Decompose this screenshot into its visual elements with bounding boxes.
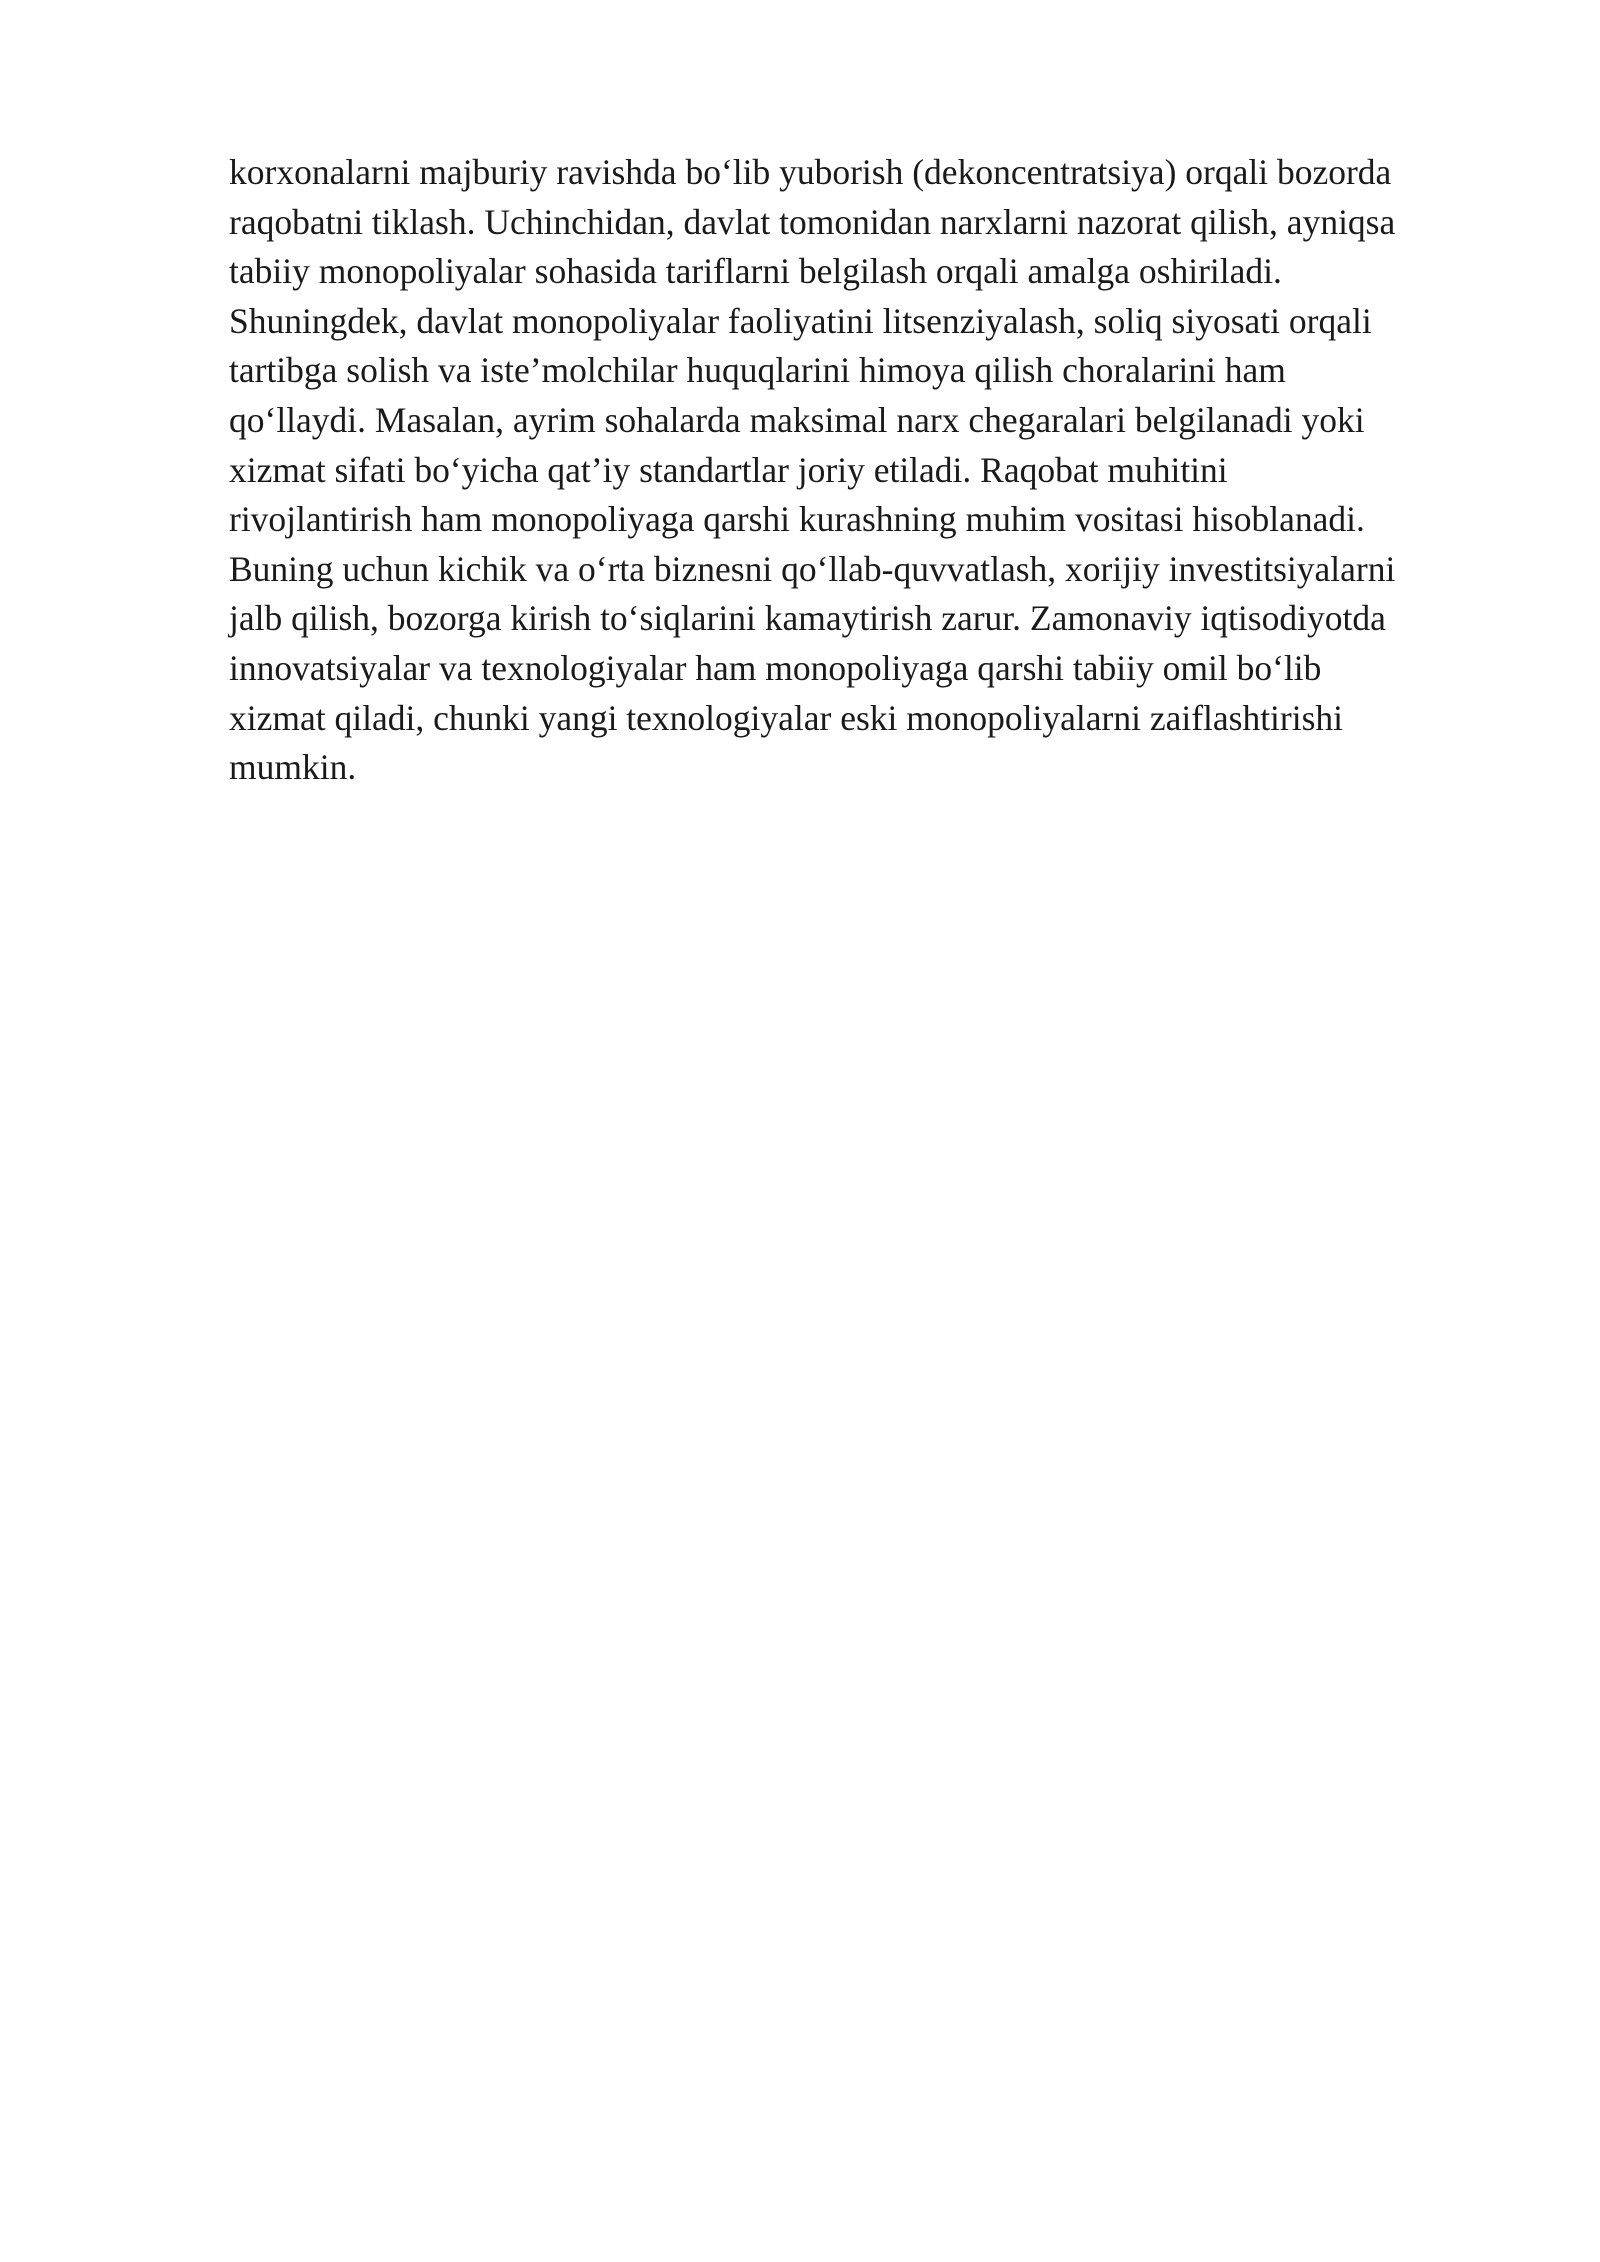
text-line: mumkin. xyxy=(229,747,357,788)
text-line: qo‘llaydi. Masalan, ayrim sohalarda maksimal narx chegaralari belgilanadi yoki xyxy=(229,399,1365,440)
text-line: xizmat qiladi, chunki yangi texnologiyalar eski monopoliyalarni zaiflashtirishi xyxy=(229,697,1344,738)
text-line: xizmat sifati bo‘yicha qat’iy standartlar joriy etiladi. Raqobat muhitini xyxy=(229,449,1228,490)
text-line: rivojlantirish ham monopoliyaga qarshi kurashning muhim vositasi hisoblanadi. xyxy=(229,499,1365,540)
text-line: Shuningdek, davlat monopoliyalar faoliyatini litsenziyalash, soliq siyosati orqali xyxy=(229,300,1372,341)
text-line: raqobatni tiklash. Uchinchidan, davlat tomonidan narxlarni nazorat qilish, ayniqsa xyxy=(229,201,1396,242)
text-line: Buning uchun kichik va o‘rta biznesni qo‘llab-quvvatlash, xorijiy investitsiyalarni xyxy=(229,548,1396,589)
text-line: innovatsiyalar va texnologiyalar ham monopoliyaga qarshi tabiiy omil bo‘lib xyxy=(229,647,1322,688)
text-line: tabiiy monopoliyalar sohasida tariflarni belgilash orqali amalga oshiriladi. xyxy=(229,251,1282,292)
text-line: jalb qilish, bozorga kirish to‘siqlarini kamaytirish zarur. Zamonaviy iqtisodiyotda xyxy=(229,598,1386,639)
body-paragraph xyxy=(229,148,1469,793)
text-line: korxonalarni majburiy ravishda bo‘lib yuborish (dekoncentratsiya) orqali bozorda xyxy=(229,152,1392,192)
text-line: tartibga solish va iste’molchilar huquqlarini himoya qilish choralarini ham xyxy=(229,350,1286,391)
